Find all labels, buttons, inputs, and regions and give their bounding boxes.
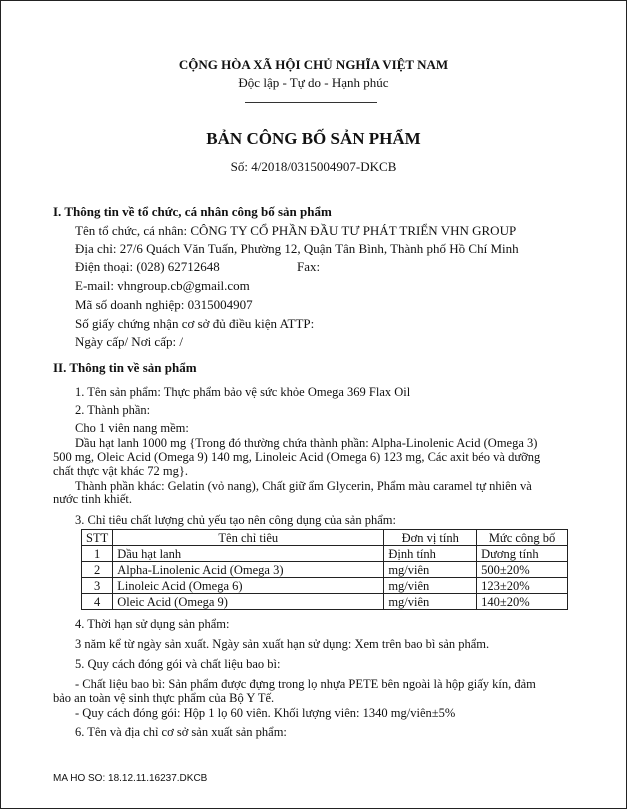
table-cell: Alpha-Linolenic Acid (Omega 3): [113, 562, 384, 578]
other-ingredients-line-1: Thành phần khác: Gelatin (vỏ nang), Chất giữ ẩm Glycerin, Phẩm màu caramel tự nhiên và: [75, 479, 532, 493]
table-cell: mg/viên: [384, 578, 477, 594]
packaging-material-line-1: - Chất liệu bao bì: Sản phẩm được đựng trong lọ nhựa PETE bên ngoài là hộp giấy kín, đảm: [75, 677, 536, 691]
table-cell: Định tính: [384, 546, 477, 562]
quality-criteria-label: 3. Chỉ tiêu chất lượng chủ yếu tạo nên công dụng của sản phẩm:: [75, 513, 396, 527]
table-cell: 500±20%: [477, 562, 568, 578]
table-header-cell: Đơn vị tính: [384, 530, 477, 546]
org-issue-date: Ngày cấp/ Nơi cấp: /: [75, 334, 183, 349]
packaging-material-line-2: bảo an toàn vệ sinh thực phẩm của Bộ Y Tế.: [53, 691, 275, 705]
quality-criteria-table: [81, 529, 568, 610]
flax-oil-line-1: Dầu hạt lanh 1000 mg {Trong đó thường chứa thành phần: Alpha-Linolenic Acid (Omega 3): [75, 436, 538, 450]
page-title: BẢN CÔNG BỐ SẢN PHẨM: [206, 129, 421, 148]
org-name: Tên tổ chức, cá nhân: CÔNG TY CỔ PHẦN ĐẦU TƯ PHÁT TRIỂN VHN GROUP: [75, 223, 517, 238]
flax-oil-line-2: 500 mg, Oleic Acid (Omega 9) 140 mg, Linoleic Acid (Omega 6) 123 mg, Các axit béo và dưỡng: [53, 450, 541, 464]
table-cell: mg/viên: [384, 594, 477, 610]
table-cell: Dương tính: [477, 546, 568, 562]
file-code: MA HO SO: 18.12.11.16237.DKCB: [53, 773, 208, 784]
header-divider: [245, 102, 377, 103]
table-cell: 2: [82, 562, 113, 578]
table-cell: Oleic Acid (Omega 9): [113, 594, 384, 610]
shelf-life-text: 3 năm kể từ ngày sản xuất. Ngày sản xuất hạn sử dụng: Xem trên bao bì sản phẩm.: [75, 637, 490, 651]
national-motto: Độc lập - Tự do - Hạnh phúc: [238, 75, 389, 90]
table-header-cell: Tên chỉ tiêu: [113, 530, 384, 546]
org-phone: Điện thoại: (028) 62712648: [75, 259, 220, 274]
ingredients-label: 2. Thành phần:: [75, 403, 151, 417]
org-fax: Fax:: [297, 259, 321, 274]
org-address: Địa chỉ: 27/6 Quách Văn Tuấn, Phường 12, Quận Tân Bình, Thành phố Hồ Chí Minh: [75, 241, 519, 256]
other-ingredients-line-2: nước tinh khiết.: [53, 492, 132, 506]
org-tax-code: Mã số doanh nghiệp: 0315004907: [75, 297, 253, 312]
manufacturer-label: 6. Tên và địa chỉ cơ sở sản xuất sản phẩm:: [75, 725, 287, 739]
section1-heading: I. Thông tin về tổ chức, cá nhân công bố sản phẩm: [53, 204, 332, 219]
org-certificate: Số giấy chứng nhận cơ sở đủ điều kiện ATTP:: [75, 316, 315, 331]
table-row: [82, 562, 568, 578]
table-cell: mg/viên: [384, 562, 477, 578]
table-header-row: [82, 530, 568, 546]
document-number: Số: 4/2018/0315004907-DKCB: [230, 159, 397, 174]
table-cell: 4: [82, 594, 113, 610]
table-cell: Dầu hạt lanh: [113, 546, 384, 562]
table-cell: 3: [82, 578, 113, 594]
flax-oil-line-3: chất thực vật khác 72 mg}.: [53, 464, 188, 478]
packaging-label: 5. Quy cách đóng gói và chất liệu bao bì:: [75, 657, 281, 671]
table-row: [82, 594, 568, 610]
table-cell: Linoleic Acid (Omega 6): [113, 578, 384, 594]
shelf-life-label: 4. Thời hạn sử dụng sản phẩm:: [75, 617, 230, 631]
table-header-cell: STT: [82, 530, 113, 546]
table-cell: 123±20%: [477, 578, 568, 594]
section2-heading: II. Thông tin về sản phẩm: [53, 360, 197, 375]
table-cell: 140±20%: [477, 594, 568, 610]
table-row: [82, 546, 568, 562]
packing-spec: - Quy cách đóng gói: Hộp 1 lọ 60 viên. Khối lượng viên: 1340 mg/viên±5%: [75, 706, 456, 720]
table-header-cell: Mức công bố: [477, 530, 568, 546]
product-name: 1. Tên sản phẩm: Thực phẩm bảo vệ sức khỏe Omega 369 Flax Oil: [75, 385, 411, 399]
table-cell: 1: [82, 546, 113, 562]
per-capsule-label: Cho 1 viên nang mềm:: [75, 421, 189, 435]
org-email: E-mail: vhngroup.cb@gmail.com: [75, 278, 250, 293]
table-row: [82, 578, 568, 594]
country-header: CỘNG HÒA XÃ HỘI CHỦ NGHĨA VIỆT NAM: [178, 57, 449, 72]
